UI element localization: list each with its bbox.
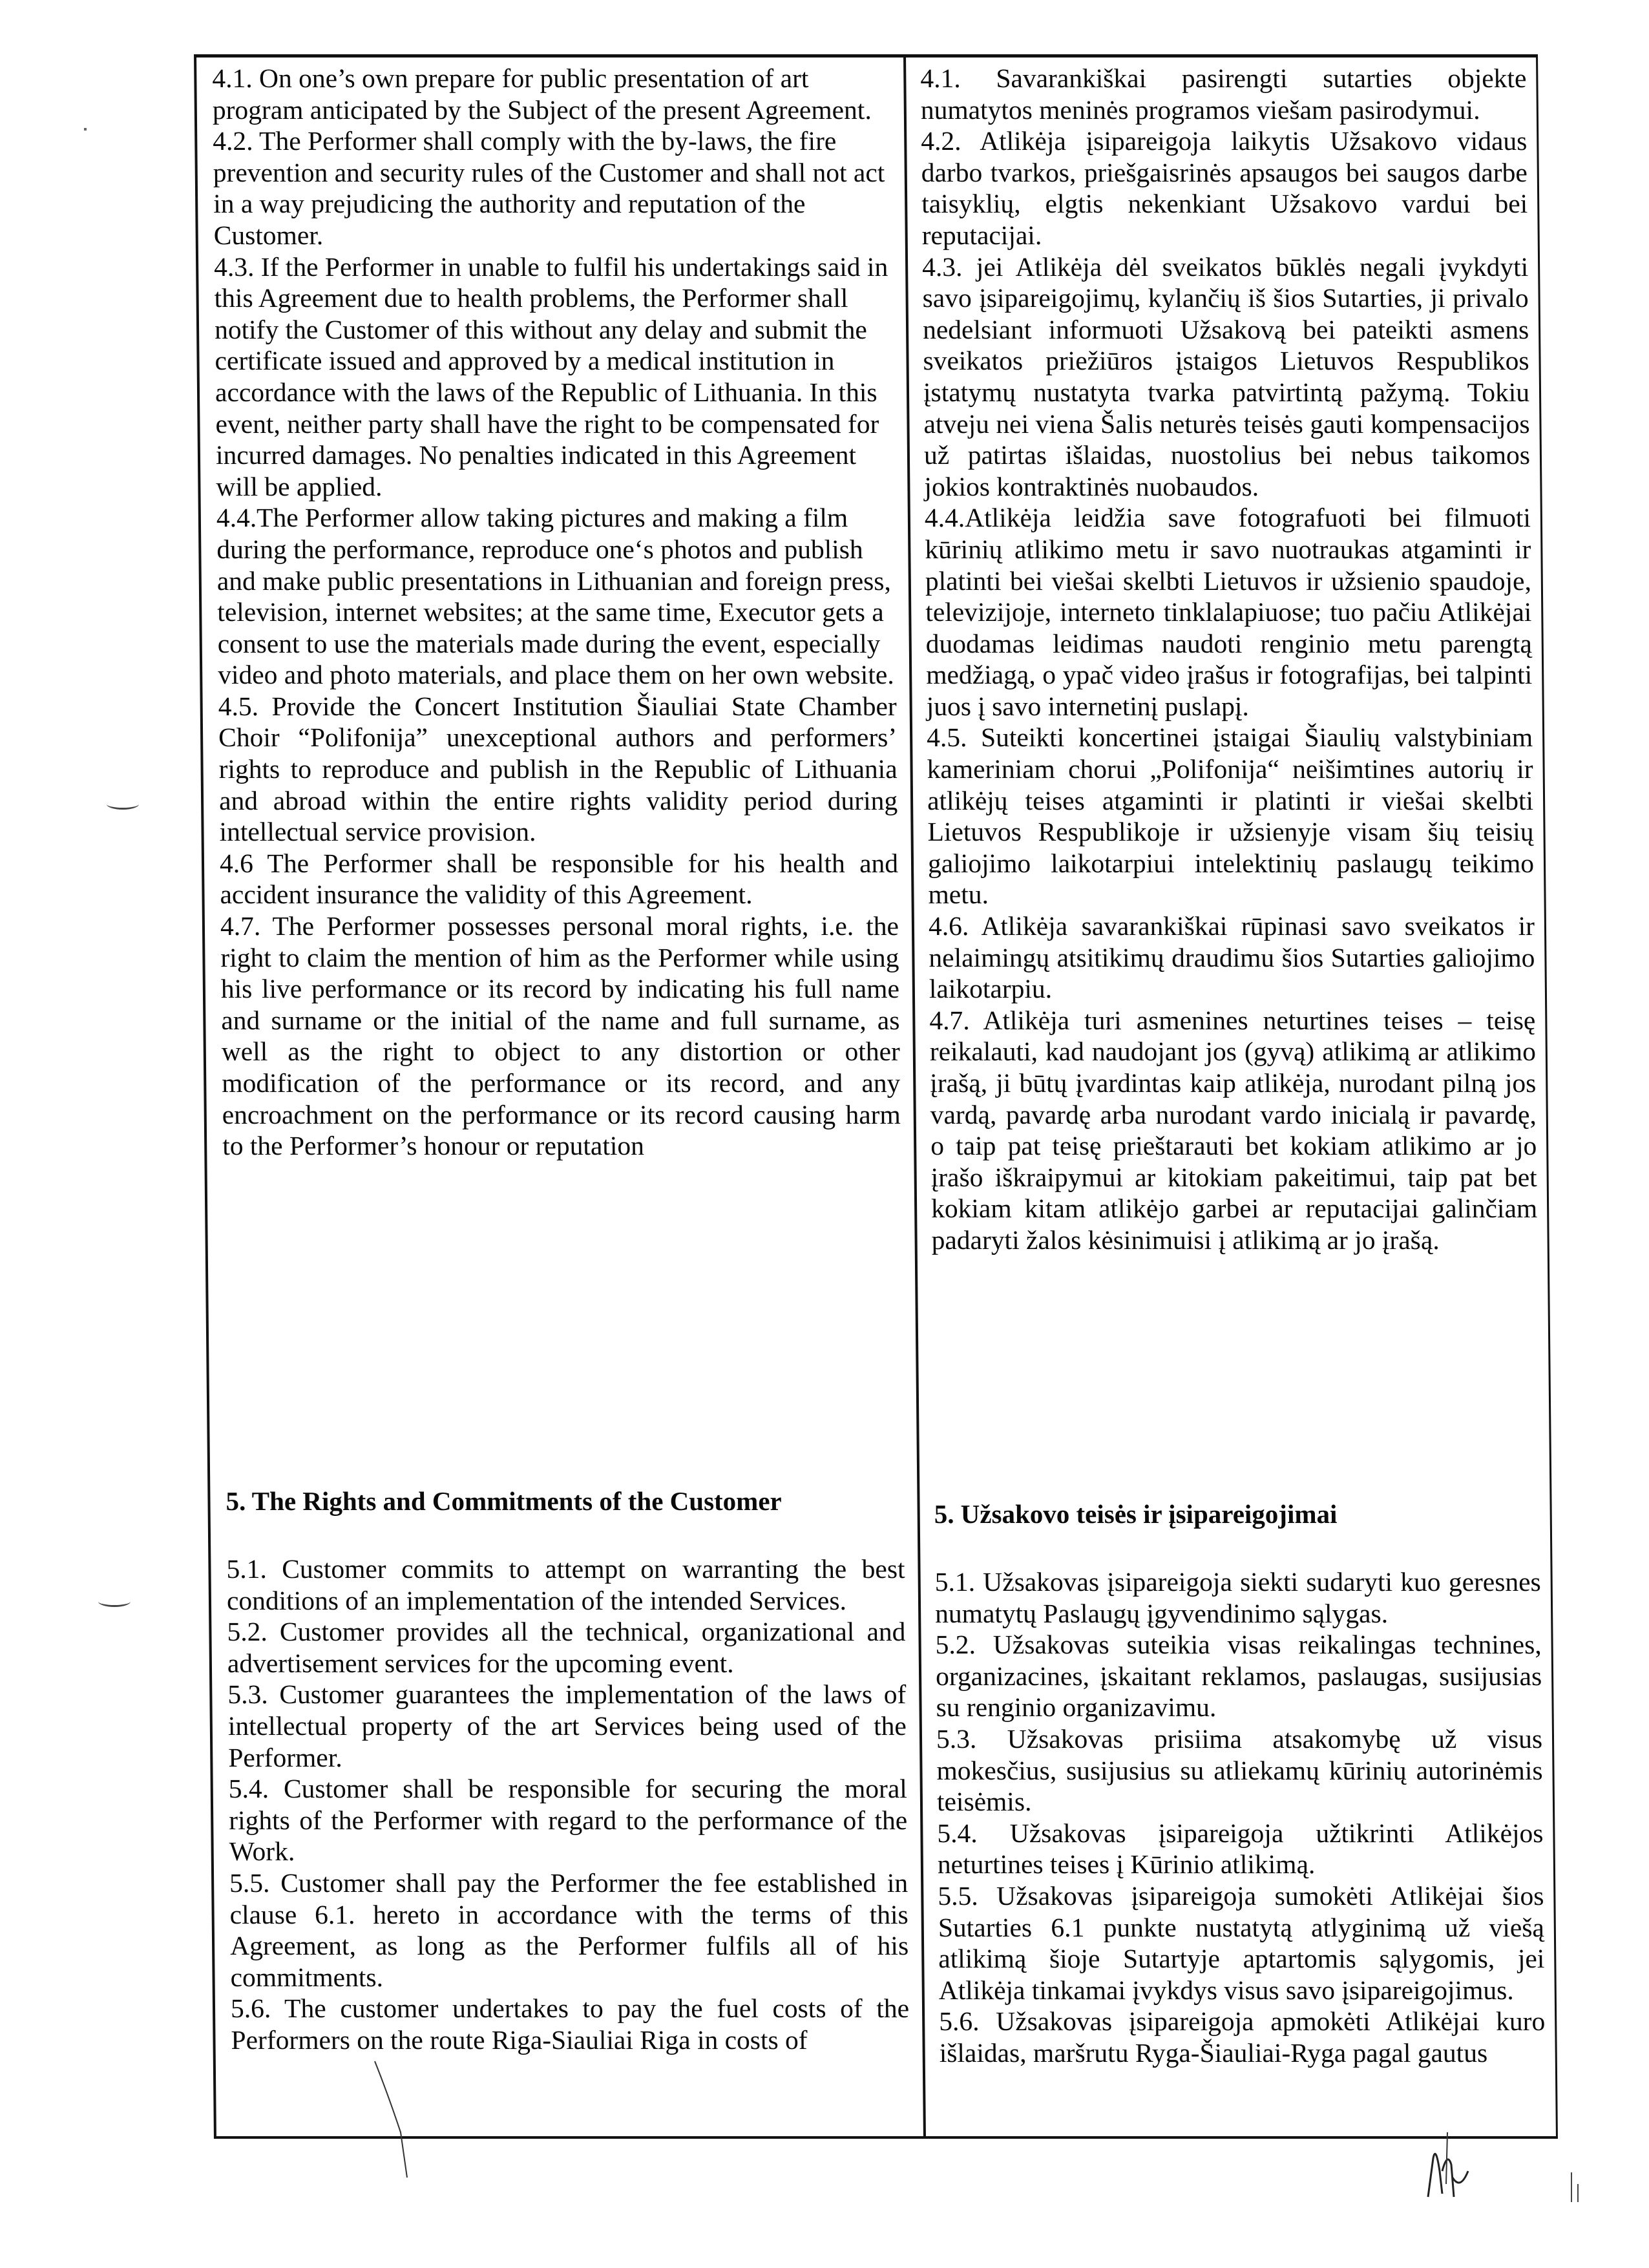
section-5-heading-lt: 5. Užsakovo teisės ir įsipareigojimai xyxy=(934,1499,1338,1529)
margin-mark xyxy=(98,1596,131,1607)
clause-4-3-lt: 4.3. jei Atlikėja dėl sveikatos būklės negali įvykdyti savo įsipareigojimų, kylančių iš šios Sutarties, ji privalo nedelsiant informuoti Užsakovą bei pateikti asmens sveikatos priežiūros įstaigos Lietuvos Respublikos įstatymų nustatyta tvarka patvirtintą pažymą. Tokiu atveju nei viena Šalis neturės teisės gauti kompensacijos už patirtas išlaidas, nuostolius bei nebus taikomos jokios kontraktinės nuobaudos. xyxy=(921,251,1531,501)
section-5-english xyxy=(226,1553,909,2056)
bilingual-contract-table xyxy=(194,54,1558,2139)
clause-5-2-lt: 5.2. Užsakovas suteikia visas reikalingas technines, organizacines, įskaitant reklamos, paslaugas, susijusias su renginio organizavimu. xyxy=(935,1630,1542,1723)
section-4-english xyxy=(212,63,901,1162)
clause-4-1-en: 4.1. On one’s own prepare for public presentation of art program anticipated by the Subject of the present Agreement. xyxy=(212,63,872,125)
section-5-lithuanian xyxy=(934,1566,1545,2069)
clause-5-3-en: 5.3. Customer guarantees the implementation of the laws of intellectual property of the art Services being used of the Performer. xyxy=(227,1679,907,1772)
clause-5-5-lt: 5.5. Užsakovas įsipareigoja sumokėti Atlikėjai šios Sutarties 6.1 punkte nustatytą atlyginimą už viešą atlikimą šioje Sutartyje aptartomis sąlygomis, jei Atlikėja tinkamai įvykdys visus savo įsipareigojimus. xyxy=(938,1880,1545,2005)
pen-stroke-left xyxy=(362,2055,439,2184)
clause-5-6-lt: 5.6. Užsakovas įsipareigoja apmokėti Atlikėjai kuro išlaidas, maršrutu Ryga-Šiauliai-Ryga pagal gautus xyxy=(939,2006,1546,2068)
margin-tick-icon xyxy=(1569,2171,1582,2203)
clause-4-4-en: 4.4.The Performer allow taking pictures and making a film during the performance, reproduce one‘s photos and publish and make public presentations in Lithuanian and foreign press, television, internet websites; at the same time, Executor gets a consent to use the materials made during the event, especially video and photo materials, and place them on her own website. xyxy=(216,503,894,690)
clause-4-6-lt: 4.6. Atlikėja savarankiškai rūpinasi savo sveikatos ir nelaimingų atsitikimų draudimu šios Sutarties galiojimo laikotarpiu. xyxy=(928,911,1535,1004)
section-4-lithuanian xyxy=(920,63,1538,1256)
clause-5-2-en: 5.2. Customer provides all the technical, organizational and advertisement services for the upcoming event. xyxy=(227,1617,906,1678)
clause-4-4-lt: 4.4.Atlikėja leidžia save fotografuoti bei filmuoti kūrinių atlikimo metu ir savo nuotraukas atgaminti ir platinti bei viešai skelbti Lietuvos ir užsienio spaudoje, televizijoje, interneto tinklalapiuose; tuo pačiu Atlikėjai duodamas leidimas naudoti renginio metu parengtą medžiagą, o ypač video įrašus ir fotografijas, bei talpinti juos į savo internetinį puslapį. xyxy=(924,503,1533,721)
clause-5-1-en: 5.1. Customer commits to attempt on warranting the best conditions of an implementation of the intended Services. xyxy=(226,1554,905,1615)
clause-4-5-en: 4.5. Provide the Concert Institution Šiauliai State Chamber Choir “Polifonija” unexceptional authors and performers’ rights to reproduce and publish in the Republic of Lithuania and abroad within the entire rights validity period during intellectual service provision. xyxy=(218,691,898,847)
english-column xyxy=(196,58,926,2136)
clause-4-7-en: 4.7. The Performer possesses personal moral rights, i.e. the right to claim the mention of him as the Performer while using his live performance or its record by indicating his full name and surname or the initial of the name and full surname, as well as the right to object to any distortion or other modification of the performance or its record, and any encroachment on the performance or its record causing harm to the Performer’s honour or reputation xyxy=(220,911,901,1161)
signature-icon xyxy=(1409,2132,1486,2203)
clause-4-3-en: 4.3. If the Performer in unable to fulfil his undertakings said in this Agreement due to health problems, the Performer shall notify the Customer of this without any delay and submit the certificate issued and approved by a medical institution in accordance with the laws of the Republic of Lithuania. In this event, neither party shall have the right to be compensated for incurred damages. No penalties indicated in this Agreement will be applied. xyxy=(213,251,888,501)
clause-4-7-lt: 4.7. Atlikėja turi asmenines neturtines teises – teisę reikalauti, kad naudojant jos (gyvą) atlikimą ar atlikimo įrašą, ji būtų įvardintas kaip atlikėja, nurodant pilną jos vardą, pavardę arba nurodant vardo inicialą ir pavardę, o taip pat teisę prieštarauti bet kokiam atlikimo ar jo įrašo iškraipymui ar kitokiam pakeitimui, taip pat bet kokiam kitam atlikėjo garbei ar reputacijai galinčiam padaryti žalos kėsinimuisi į atlikimą ar jo įrašą. xyxy=(929,1005,1538,1255)
clause-5-6-en: 5.6. The customer undertakes to pay the fuel costs of the Performers on the route Riga-Siauliai Riga in costs of xyxy=(230,1993,910,2055)
clause-5-1-lt: 5.1. Užsakovas įsipareigoja siekti sudaryti kuo geresnes numatytų Paslaugų įgyvendinimo sąlygas. xyxy=(934,1567,1541,1628)
section-5-heading-en: 5. The Rights and Commitments of the Customer xyxy=(226,1486,782,1516)
clause-4-2-en: 4.2. The Performer shall comply with the by-laws, the fire prevention and security rules of the Customer and shall not act in a way prejudicing the authority and reputation of the Customer. xyxy=(213,126,885,250)
clause-5-4-en: 5.4. Customer shall be responsible for securing the moral rights of the Performer with regard to the performance of the Work. xyxy=(228,1774,908,1867)
margin-mark xyxy=(107,799,139,810)
clause-4-2-lt: 4.2. Atlikėja įsipareigoja laikytis Užsakovo vidaus darbo tvarkos, priešgaisrinės apsaugos bei saugos darbe taisyklių, elgtis nekenkiant Užsakovo vardui bei reputacijai. xyxy=(921,126,1528,250)
clause-4-5-lt: 4.5. Suteikti koncertinei įstaigai Šiaulių valstybiniam kameriniam chorui „Polifonija“ neišimtines autorių ir atlikėjų teises atgaminti ir platinti ir viešai skelbti Lietuvos Respublikoje ir užsienyje visam šių teisių galiojimo laikotarpiui intelektinių paslaugų teikimo metu. xyxy=(926,722,1535,910)
scan-speck xyxy=(84,128,87,131)
clause-5-5-en: 5.5. Customer shall pay the Performer the fee established in clause 6.1. hereto in accordance with the terms of this Agreement, as long as the Performer fulfils all of his commitments. xyxy=(229,1867,909,1992)
clause-5-4-lt: 5.4. Užsakovas įsipareigoja užtikrinti Atlikėjos neturtines teises į Kūrinio atlikimą. xyxy=(937,1818,1544,1880)
clause-5-3-lt: 5.3. Užsakovas prisiima atsakomybę už visus mokesčius, susijusius su atliekamų kūrinių autorinėmis teisėmis. xyxy=(936,1723,1543,1817)
clause-4-1-lt: 4.1. Savarankiškai pasirengti sutarties objekte numatytos meninės programos viešam pasirodymui. xyxy=(920,63,1527,125)
clause-4-6-en: 4.6 The Performer shall be responsible for his health and accident insurance the validity of this Agreement. xyxy=(219,848,899,910)
lithuanian-column xyxy=(906,58,1558,2136)
